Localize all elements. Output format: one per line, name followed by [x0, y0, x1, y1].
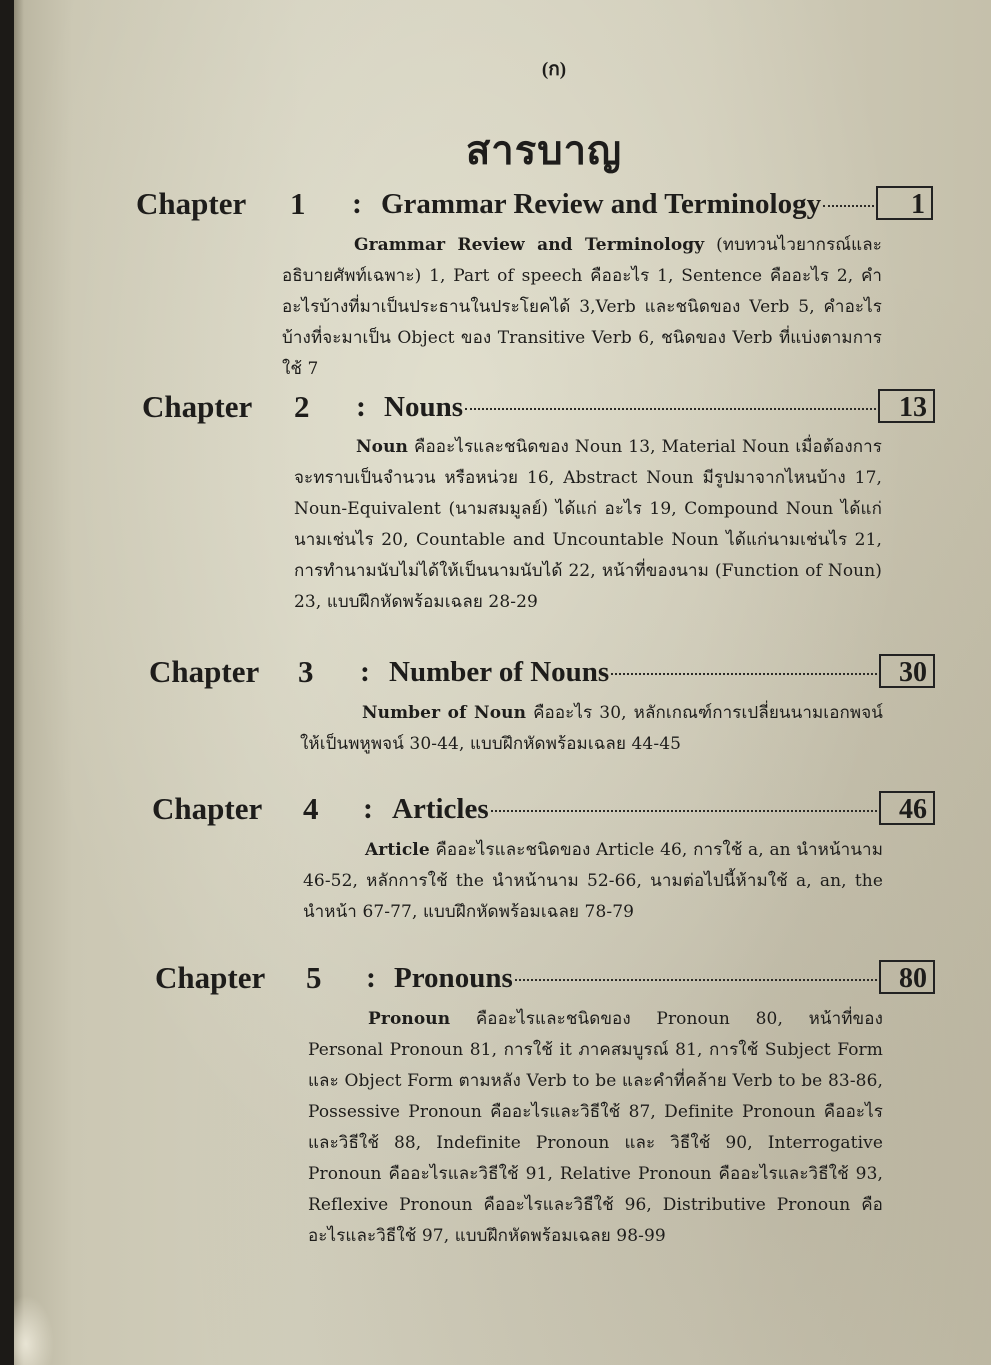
chapter-title — [394, 960, 879, 996]
chapter-page-box: 13 — [878, 389, 935, 423]
chapter-title — [384, 389, 878, 425]
chapter-label: Chapter — [155, 960, 266, 995]
description-lead: Grammar Review and Terminology — [354, 235, 705, 255]
chapter-title — [389, 654, 879, 690]
chapter-number: 5 — [306, 960, 322, 995]
description-text: (ทบทวนไวยากรณ์และอธิบายศัพท์เฉพาะ) 1, Part of speech คืออะไร 1, Sentence คืออะไร 2, คำอะไรบ้างที่มาเป็นประธานในประโยคได้ 3,Verb และชนิดของ Verb 5, คำอะไรบ้างที่จะมาเป็น Object ของ Transitive Verb 6, ชนิดของ Verb ที่แบ่งตามการใช้ 7 — [282, 235, 882, 379]
chapter-description — [303, 835, 883, 928]
description-lead: Noun — [356, 437, 408, 457]
description-lead: Pronoun — [368, 1009, 451, 1029]
dot-leader — [491, 810, 877, 812]
chapter-number: 1 — [290, 186, 306, 221]
chapter-page-box: 46 — [879, 791, 935, 825]
chapter-title-text: Articles — [392, 793, 489, 825]
chapter-page-box: 80 — [879, 960, 935, 994]
page-title: สารบาญ — [465, 128, 623, 174]
description-lead: Article — [365, 840, 430, 860]
book-page — [14, 0, 991, 1365]
description-text: คืออะไร 30, หลักเกณฑ์การเปลี่ยนนามเอกพจน์ให้เป็นพหูพจน์ 30-44, แบบฝึกหัดพร้อมเฉลย 44-45 — [300, 703, 883, 754]
chapter-title — [392, 791, 879, 827]
description-text: คืออะไรและชนิดของ Article 46, การใช้ a, an นำหน้านาม 46-52, หลักการใช้ the นำหน้านาม 52-66, นามต่อไปนี้ห้ามใช้ a, an, the นำหน้า 67-77, แบบฝึกหัดพร้อมเฉลย 78-79 — [303, 840, 883, 922]
chapter-description — [308, 1004, 883, 1252]
chapter-title-text: Nouns — [384, 391, 463, 423]
chapter-colon: : — [366, 961, 376, 994]
chapter-heading — [14, 960, 991, 1000]
chapter-label: Chapter — [136, 186, 247, 221]
dot-leader — [823, 205, 874, 207]
chapter-heading — [14, 654, 991, 694]
chapter-label: Chapter — [152, 791, 263, 826]
chapter-description — [294, 432, 882, 618]
chapter-title-text: Pronouns — [394, 962, 513, 994]
chapter-description — [300, 698, 883, 760]
dot-leader — [611, 673, 877, 675]
page-number: (ก) — [541, 59, 567, 80]
dot-leader — [515, 979, 877, 981]
description-text: คืออะไรและชนิดของ Pronoun 80, หน้าที่ของ Personal Pronoun 81, การใช้ it ภาคสมบูรณ์ 81, การใช้ Subject Form และ Object Form ตามหลัง Verb to be และคำที่คล้าย Verb to be 83-86, Possessive Pronoun คืออะไรและวิธีใช้ 87, Definite Pronoun คืออะไรและวิธีใช้ 88, Indefinite Pronoun และ วิธีใช้ 90, Interrogative Pronoun คืออะไรและวิธีใช้ 91, Relative Pronoun คืออะไรและวิธีใช้ 93, Reflexive Pronoun คืออะไรและวิธีใช้ 96, Distributive Pronoun คืออะไรและวิธีใช้ 97, แบบฝึกหัดพร้อมเฉลย 98-99 — [308, 1009, 883, 1246]
chapter-colon: : — [363, 792, 373, 825]
chapter-heading — [14, 186, 991, 226]
description-text: คืออะไรและชนิดของ Noun 13, Material Noun เมื่อต้องการจะทราบเป็นจำนวน หรือหน่วย 16, Abstract Noun มีรูปมาจากไหนบ้าง 17, Noun-Equivalent (นามสมมูลย์) ได้แก่ อะไร 19, Compound Noun ได้แก่นามเช่นไร 20, Countable and Uncountable Noun ได้แก่นามเช่นไร 21, การทำนามนับไม่ได้ให้เป็นนามนับได้ 22, หน้าที่ของนาม (Function of Noun) 23, แบบฝึกหัดพร้อมเฉลย 28-29 — [294, 437, 882, 612]
chapter-page-box: 30 — [879, 654, 935, 688]
chapter-title — [381, 186, 876, 222]
chapter-label: Chapter — [149, 654, 260, 689]
chapter-page-box: 1 — [876, 186, 933, 220]
chapter-heading — [14, 791, 991, 831]
chapter-label: Chapter — [142, 389, 253, 424]
chapter-colon: : — [360, 655, 370, 688]
chapter-heading — [14, 389, 991, 429]
dot-leader — [465, 408, 876, 410]
chapter-colon: : — [352, 187, 362, 220]
chapter-number: 4 — [303, 791, 319, 826]
chapter-title-text: Grammar Review and Terminology — [381, 188, 822, 220]
chapter-title-text: Number of Nouns — [389, 656, 610, 688]
chapter-number: 3 — [298, 654, 314, 689]
chapter-number: 2 — [294, 389, 310, 424]
chapter-colon: : — [356, 390, 366, 423]
description-lead: Number of Noun — [362, 703, 527, 723]
chapter-description — [282, 230, 882, 385]
